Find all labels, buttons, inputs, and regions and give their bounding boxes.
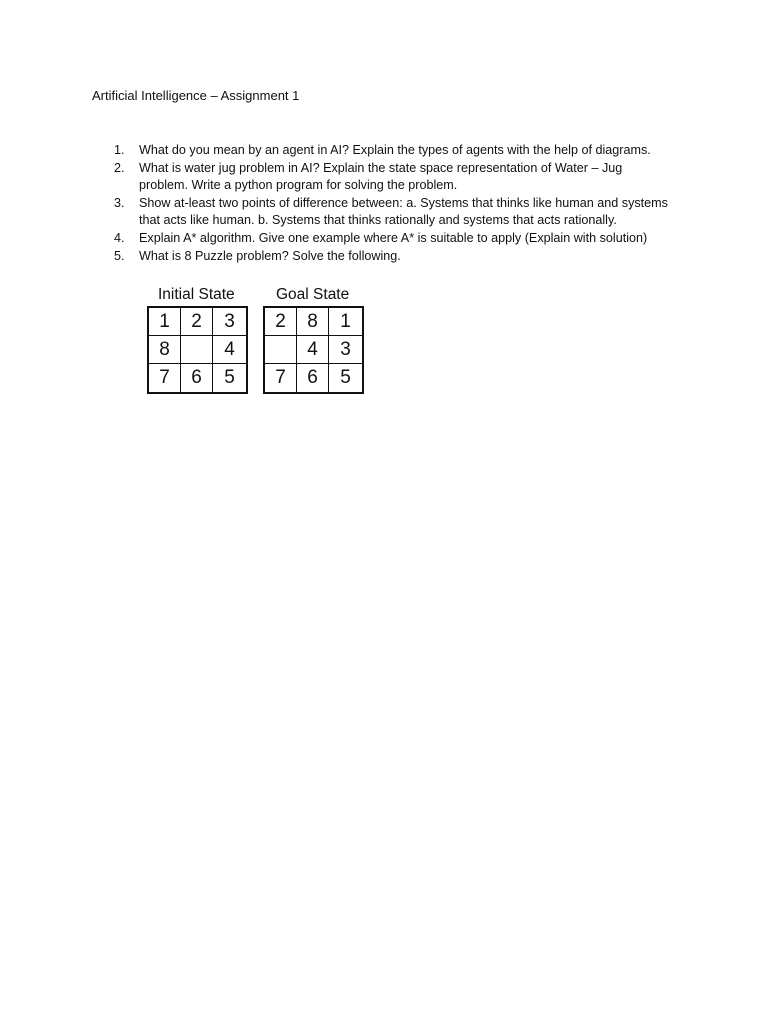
puzzle-tile: 7	[265, 364, 297, 392]
puzzle-tile: 6	[181, 364, 213, 392]
puzzle-tile: 3	[329, 336, 362, 364]
question-number: 4.	[114, 230, 125, 245]
question-item	[114, 160, 674, 195]
puzzle-tile: 3	[213, 308, 246, 336]
puzzle-tile: 6	[297, 364, 329, 392]
question-number: 2.	[114, 160, 125, 175]
goal-state-label: Goal State	[276, 286, 350, 303]
question-item	[114, 195, 674, 230]
question-number: 5.	[114, 248, 125, 263]
question-number: 3.	[114, 195, 125, 210]
eight-puzzle-figure	[146, 284, 368, 394]
question-item	[114, 248, 674, 266]
puzzle-tile: 8	[149, 336, 181, 364]
question-list	[114, 142, 674, 265]
puzzle-tile: 5	[340, 367, 351, 388]
initial-state-grid	[147, 306, 248, 394]
puzzle-tile: 8	[297, 308, 329, 336]
document-title: Artificial Intelligence – Assignment 1	[92, 88, 300, 103]
question-text: Explain A* algorithm. Give one example where A* is suitable to apply (Explain with solution)	[139, 230, 648, 245]
question-item	[114, 142, 674, 160]
question-number: 1.	[114, 143, 125, 157]
puzzle-blank-tile	[181, 336, 213, 364]
puzzle-tile: 2	[265, 308, 297, 336]
puzzle-tile: 4	[213, 336, 246, 364]
question-text: Show at-least two points of difference between: a. Systems that thinks like human and systems that acts like human. b. Systems that thinks rationally and systems that acts rationally.	[139, 195, 668, 228]
question-text: What do you mean by an agent in AI? Explain the types of agents with the help of diagrams.	[139, 143, 651, 157]
puzzle-tile: 2	[181, 308, 213, 336]
puzzle-blank-tile	[265, 336, 297, 364]
question-item	[114, 230, 674, 248]
question-text: What is 8 Puzzle problem? Solve the following.	[139, 248, 401, 263]
question-text: What is water jug problem in AI? Explain the state space representation of Water – Jug problem. Write a python program for solving the problem.	[139, 160, 623, 193]
puzzle-tile: 4	[297, 336, 329, 364]
puzzle-tile: 1	[149, 308, 181, 336]
puzzle-tile: 1	[329, 308, 362, 336]
puzzle-tile: 5	[224, 367, 235, 388]
initial-state-label: Initial State	[158, 286, 235, 303]
puzzle-tile: 7	[149, 364, 181, 392]
goal-state-grid	[263, 306, 364, 394]
